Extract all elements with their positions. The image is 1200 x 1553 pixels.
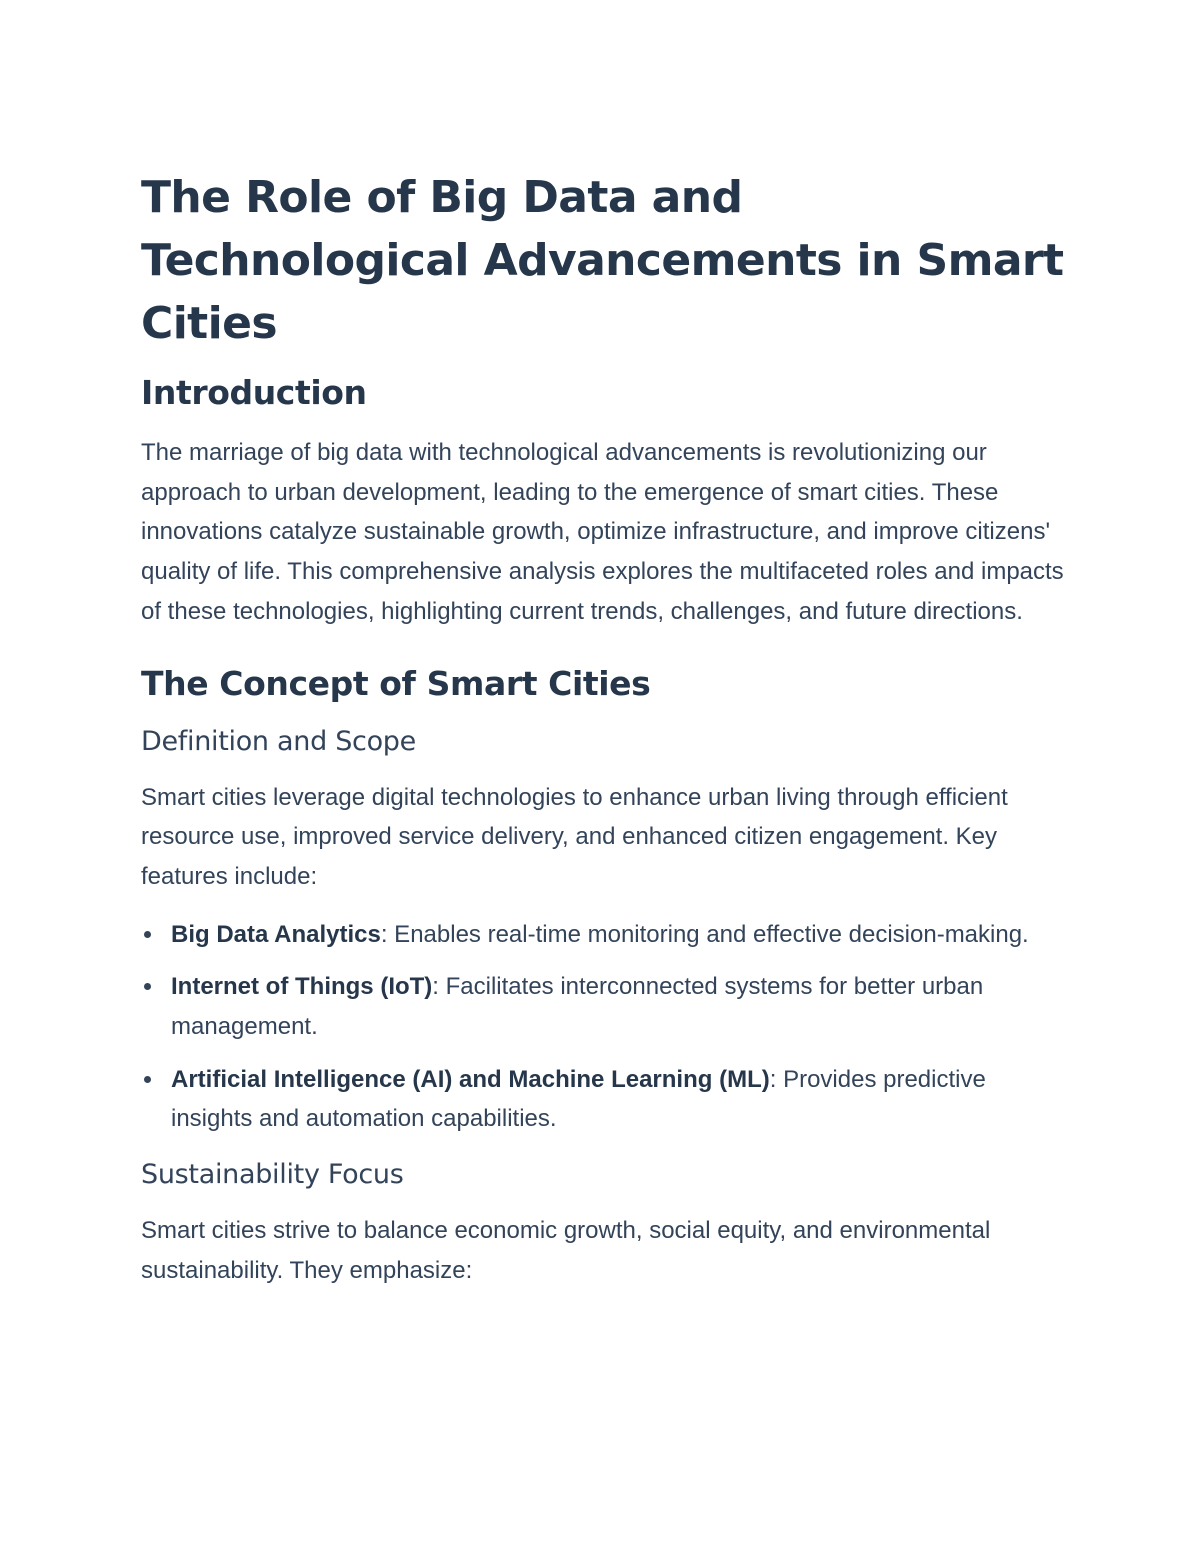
document-title: The Role of Big Data and Technological Advancements in Smart Cities <box>141 172 1064 349</box>
features-list <box>141 915 1071 1140</box>
sustainability-paragraph: Smart cities strive to balance economic growth, social equity, and environmental sustainability. They emphasize: <box>141 1217 991 1284</box>
subsection-heading-definition: Definition and Scope <box>141 725 416 757</box>
section-heading-introduction: Introduction <box>141 373 367 412</box>
feature-term: Artificial Intelligence (AI) and Machine Learning (ML) <box>171 1065 770 1093</box>
bullet-icon <box>144 931 151 938</box>
list-item <box>141 1060 1071 1139</box>
bullet-icon <box>144 1076 151 1083</box>
feature-description: : Facilitates interconnected systems for better urban management. <box>171 973 984 1041</box>
section-heading-concept: The Concept of Smart Cities <box>141 663 651 703</box>
feature-term: Big Data Analytics <box>171 920 381 948</box>
document-page <box>141 166 1071 1309</box>
feature-term: Internet of Things (IoT) <box>171 973 433 1001</box>
bullet-icon <box>144 983 151 990</box>
list-item <box>141 967 1071 1046</box>
introduction-paragraph: The marriage of big data with technological advancements is revolutionizing our approach to urban development, leading to the emergence of smart cities. These innovations catalyze sustainable growth, optimize infrastructure, and improve citizens' quality of life. This comprehensive analysis explores the multifaceted roles and impacts of these technologies, highlighting current trends, challenges, and future directions. <box>141 439 1064 625</box>
feature-description: : Enables real-time monitoring and effective decision-making. <box>380 920 1029 948</box>
feature-description: : Provides predictive insights and automation capabilities. <box>171 1065 986 1133</box>
list-item <box>141 915 1071 955</box>
definition-paragraph: Smart cities leverage digital technologies to enhance urban living through efficient resource use, improved service delivery, and enhanced citizen engagement. Key features include: <box>141 783 1008 890</box>
subsection-heading-sustainability: Sustainability Focus <box>141 1159 404 1191</box>
